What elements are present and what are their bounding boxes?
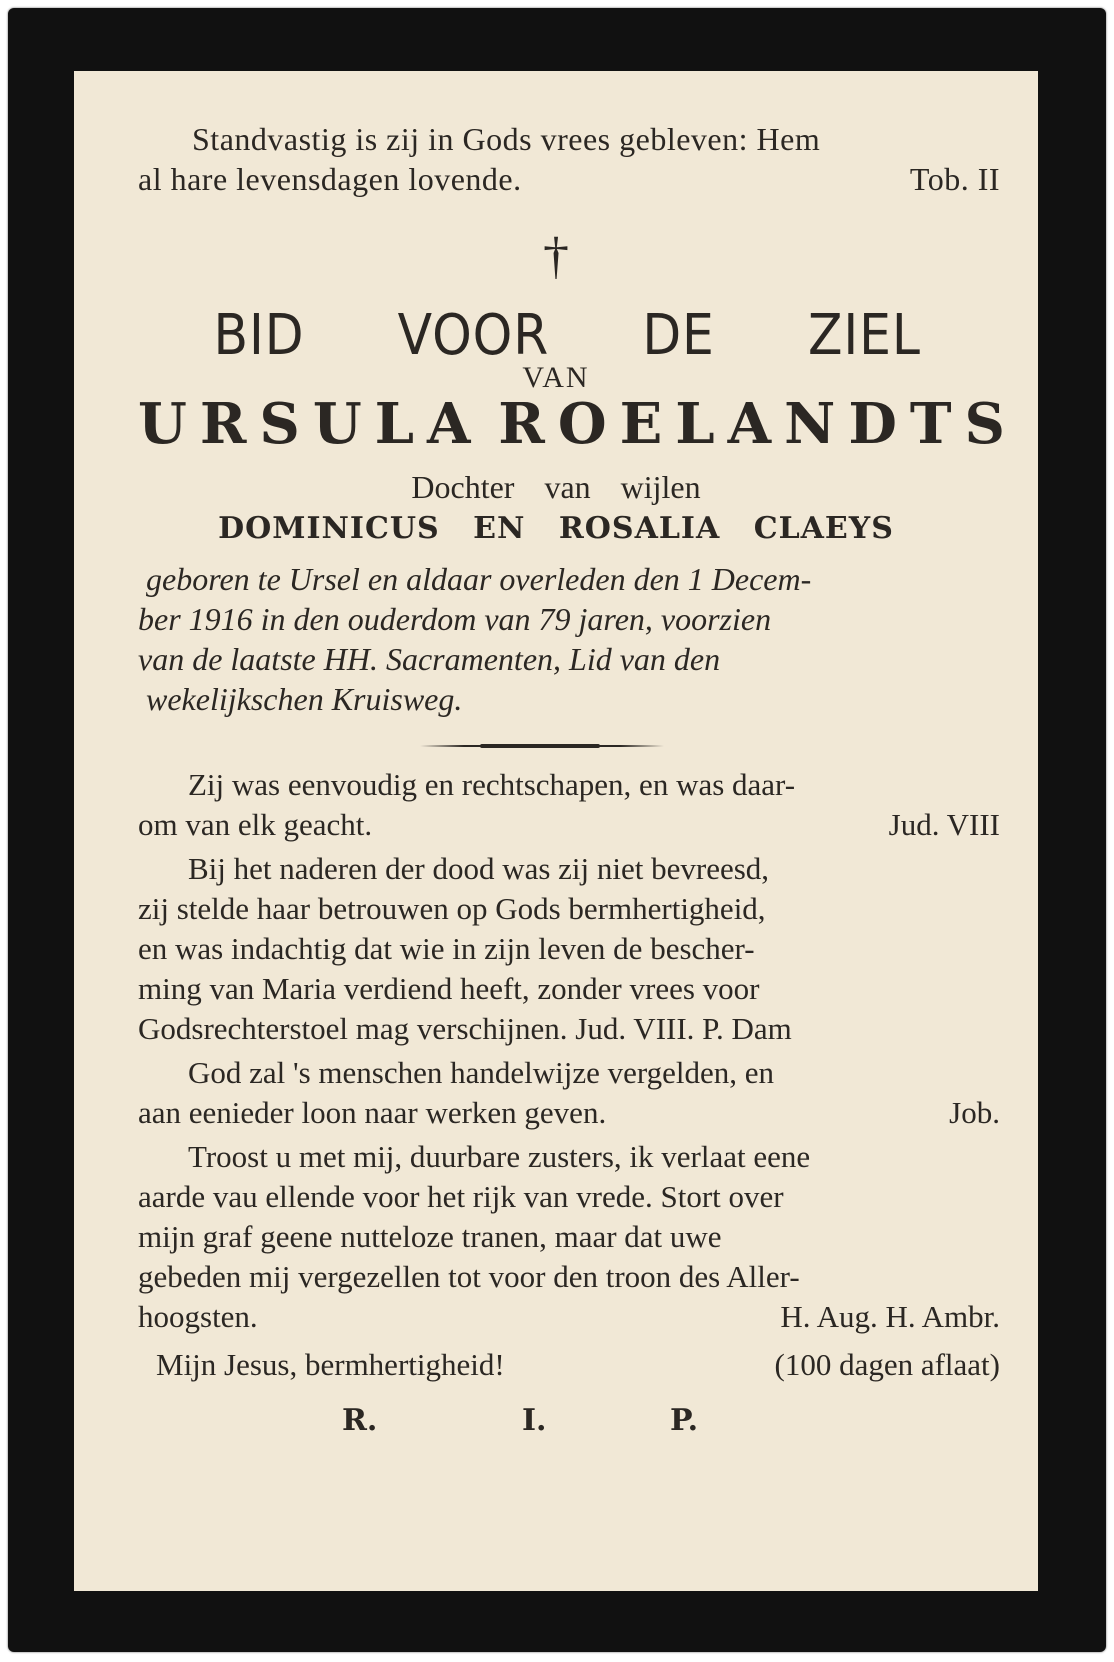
bio-line: geboren te Ursel en aldaar overleden den 1 Decem- [146,561,812,597]
passage-4-line: gebeden mij vergezellen tot voor den troon des Aller- [138,1259,800,1294]
passage-4-last-line [138,1299,1000,1335]
bio-line: wekelijkschen Kruisweg. [146,681,463,717]
passage-4-line: mijn graf geene nutteloze tranen, maar dat uwe [138,1219,722,1254]
card-paper [74,71,1038,1591]
passage-1-line-2 [138,807,1000,843]
last-name: ROELANDTS [498,391,1018,457]
verse-line-2-text: al hare levensdagen lovende. [138,161,522,197]
rip-letter: I. [522,1403,547,1438]
rip-letter: P. [670,1403,699,1438]
prayer-text: Mijn Jesus, bermhertigheid! [156,1347,505,1382]
passage-2-line: zij stelde haar betrouwen op Gods bermhertigheid, [138,891,766,926]
passage-4-line: aarde vau ellende voor het rijk van vrede. Stort over [138,1179,784,1214]
prayer-line [138,1347,1000,1383]
parents-names: DOMINICUS EN ROSALIA CLAEYS [218,511,894,546]
heading-word: ZIEL [807,303,921,368]
verse-reference: Tob. II [909,161,1000,197]
passage-1-text: om van elk geacht. [138,807,373,842]
bio-line: ber 1916 in den ouderdom van 79 jaren, voorzien [138,601,772,637]
first-name: URSULA [138,391,484,457]
heading-word: VOOR [397,303,550,368]
passage-3-line-2 [138,1095,1000,1131]
heading-word: BID [213,303,305,368]
heading-word: DE [642,303,715,368]
relation-line: Dochter van wijlen [411,469,701,505]
passage-2-line: ming van Maria verdiend heeft, zonder vrees voor [138,971,760,1006]
memorial-card [8,8,1106,1652]
passage-3-line-1: God zal 's menschen handelwijze vergelden, en [188,1055,775,1090]
passage-2-line: Bij het naderen der dood was zij niet bevreesd, [188,851,770,886]
passage-2-line: en was indachtig dat wie in zijn leven de bescher- [138,931,755,966]
passage-3-text: aan eenieder loon naar werken geven. [138,1095,607,1130]
passage-4-reference: H. Aug. H. Ambr. [780,1299,1000,1334]
passage-2-line: Godsrechterstoel mag verschijnen. Jud. VIII. P. Dam [138,1011,792,1046]
ornamental-divider [420,745,664,747]
indulgence-note: (100 dagen aflaat) [774,1347,1000,1382]
deceased-name [138,391,1018,457]
passage-4-text: hoogsten. [138,1299,258,1334]
bio-line: van de laatste HH. Sacramenten, Lid van den [138,641,721,677]
passage-3-reference: Job. [949,1095,1000,1130]
heading-pray-for-soul [181,303,957,368]
heading-van: VAN [522,361,590,394]
rip-letter: R. [342,1403,378,1438]
verse-line-2 [138,161,1000,198]
cross-icon: † [543,228,569,285]
passage-1-reference: Jud. VIII [888,807,1000,842]
passage-1-line-1: Zij was eenvoudig en rechtschapen, en was daar- [188,767,796,802]
verse-line-1: Standvastig is zij in Gods vrees gebleven: Hem [192,121,821,157]
passage-4-line: Troost u met mij, duurbare zusters, ik verlaat eene [188,1139,811,1174]
